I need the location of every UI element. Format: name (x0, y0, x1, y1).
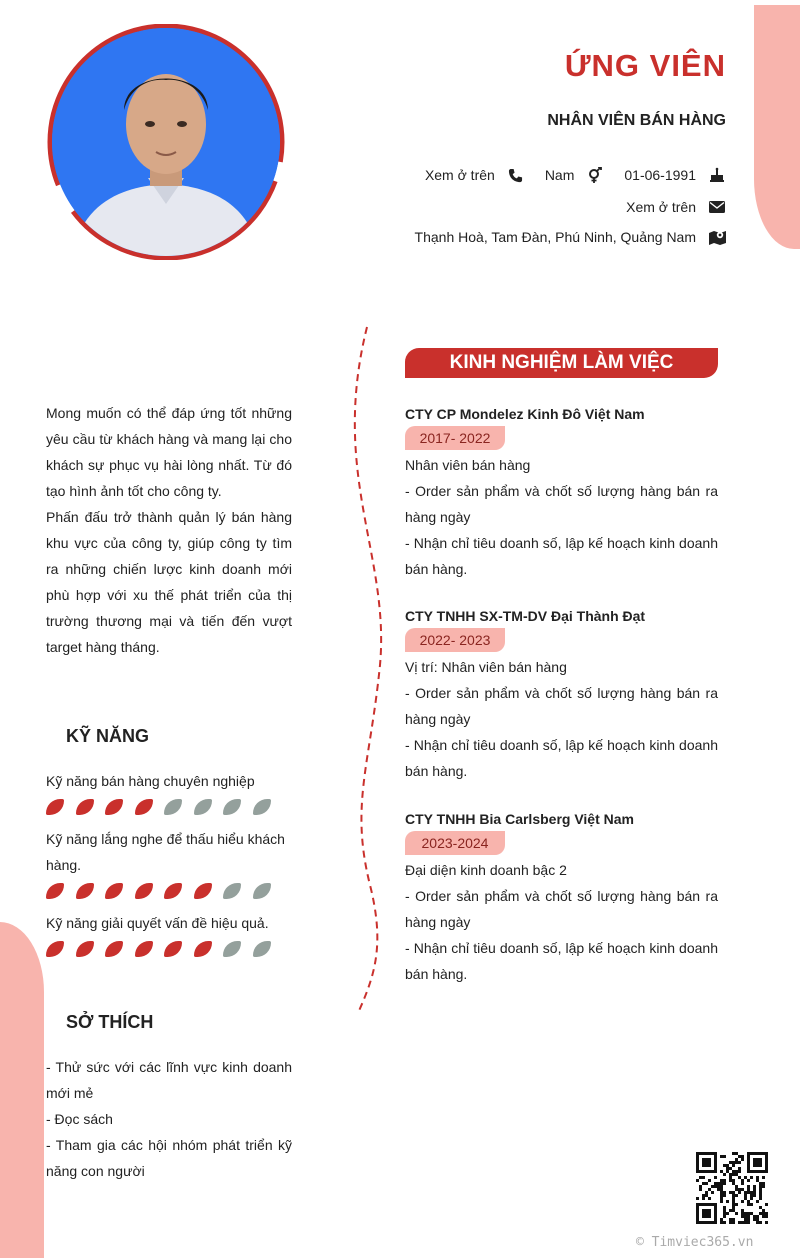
skill-dot-filled (46, 941, 64, 957)
work-role: Đại diện kinh doanh bậc 2 (405, 862, 567, 878)
skill-dot-empty (223, 941, 241, 957)
experience-item (405, 809, 718, 987)
skill-name: Kỹ năng bán hàng chuyên nghiệp (46, 773, 255, 789)
work-detail: - Nhận chỉ tiêu doanh số, lập kế hoạch kinh doanh bán hàng. (405, 940, 718, 982)
skill-dot-filled (46, 883, 64, 899)
skill-dot-filled (76, 799, 94, 815)
work-role: Nhân viên bán hàng (405, 457, 531, 473)
phone-icon (507, 166, 525, 184)
career-objective (46, 400, 292, 660)
map-marker-icon (708, 228, 726, 246)
copyright-footer: © Timviec365.vn (636, 1235, 754, 1250)
hobby-item: - Tham gia các hội nhóm phát triển kỹ năng con người (46, 1137, 292, 1179)
skill-rating (46, 883, 282, 899)
work-detail: - Order sản phẩm và chốt số lượng hàng bán ra hàng ngày (405, 483, 718, 525)
skill-dot-filled (105, 941, 123, 957)
birthday-value: 01-06-1991 (624, 167, 696, 183)
objective-paragraph: Phấn đấu trở thành quản lý bán hàng khu vực của công ty, giúp công ty tìm ra những chiến lược kinh doanh mới phù hợp với xu thế phát triển của thị trường thương mại và tiến đến vượt target hàng tháng. (46, 509, 292, 655)
skills-title: KỸ NĂNG (66, 726, 150, 746)
skill-name: Kỹ năng lắng nghe để thấu hiểu khách hàng. (46, 831, 285, 873)
skill-dot-filled (46, 799, 64, 815)
work-role: Vị trí: Nhân viên bán hàng (405, 659, 567, 675)
skill-dot-filled (105, 883, 123, 899)
email-value: Xem ở trên (626, 199, 696, 215)
work-period: 2023-2024 (405, 831, 505, 855)
birthday-cake-icon (708, 166, 726, 184)
address-value: Thạnh Hoà, Tam Đàn, Phú Ninh, Quảng Nam (414, 229, 696, 245)
experience-item (405, 606, 718, 784)
skill-dot-empty (164, 799, 182, 815)
skill-dot-empty (223, 883, 241, 899)
work-detail: - Nhận chỉ tiêu doanh số, lập kế hoạch kinh doanh bán hàng. (405, 535, 718, 577)
skill-name: Kỹ năng giải quyết vấn đề hiệu quả. (46, 915, 269, 931)
profile-photo (52, 28, 280, 256)
skill-dot-filled (76, 883, 94, 899)
skill-dot-filled (135, 799, 153, 815)
work-period: 2017- 2022 (405, 426, 505, 450)
decorative-corner-top-right (754, 5, 800, 249)
envelope-icon (708, 198, 726, 216)
hobbies-list (46, 1054, 292, 1184)
skill-dot-empty (253, 799, 271, 815)
decorative-corner-bottom-left (0, 922, 44, 1258)
dashed-wave-divider (340, 325, 400, 1015)
work-detail: - Order sản phẩm và chốt số lượng hàng bán ra hàng ngày (405, 685, 718, 727)
contact-row-1 (425, 166, 726, 184)
phone-value: Xem ở trên (424, 167, 495, 183)
candidate-name: ỨNG VIÊN (564, 48, 726, 83)
objective-paragraph: Mong muốn có thể đáp ứng tốt những yêu cầu từ khách hàng và mang lại cho khách sự phục vụ hài lòng nhất. Từ đó tạo hình ảnh tốt cho công ty. (46, 405, 292, 499)
avatar (44, 24, 288, 260)
skill-dot-filled (164, 883, 182, 899)
work-detail: - Nhận chỉ tiêu doanh số, lập kế hoạch kinh doanh bán hàng. (405, 737, 718, 779)
hobbies-title: SỞ THÍCH (66, 1012, 154, 1032)
skill-dot-empty (223, 799, 241, 815)
skill-rating (46, 799, 282, 815)
person-silhouette-icon (52, 28, 280, 256)
hobby-item: - Đọc sách (46, 1111, 113, 1127)
skill-dot-filled (76, 941, 94, 957)
skill-dot-empty (253, 941, 271, 957)
work-detail: - Order sản phẩm và chốt số lượng hàng bán ra hàng ngày (405, 888, 718, 930)
company-name: CTY CP Mondelez Kinh Đô Việt Nam (405, 406, 645, 422)
skill-dot-empty (253, 883, 271, 899)
skill-dot-filled (105, 799, 123, 815)
contact-row-2 (626, 198, 726, 216)
experience-item (405, 404, 718, 582)
job-title: NHÂN VIÊN BÁN HÀNG (547, 112, 726, 129)
hobby-item: - Thử sức với các lĩnh vực kinh doanh mới mẻ (46, 1059, 292, 1101)
skill-dot-filled (135, 883, 153, 899)
skill-dot-filled (194, 883, 212, 899)
skill-dot-filled (194, 941, 212, 957)
skill-dot-empty (194, 799, 212, 815)
contact-row-3 (415, 228, 726, 246)
gender-value: Nam (544, 167, 575, 183)
company-name: CTY TNHH SX-TM-DV Đại Thành Đạt (405, 608, 646, 624)
skill-rating (46, 941, 282, 957)
experience-title: KINH NGHIỆM LÀM VIỆC (405, 348, 718, 378)
company-name: CTY TNHH Bia Carlsberg Việt Nam (405, 811, 634, 827)
skill-dot-filled (135, 941, 153, 957)
gender-icon (586, 166, 604, 184)
skill-dot-filled (164, 941, 182, 957)
qr-code (696, 1152, 768, 1224)
work-period: 2022- 2023 (405, 628, 505, 652)
